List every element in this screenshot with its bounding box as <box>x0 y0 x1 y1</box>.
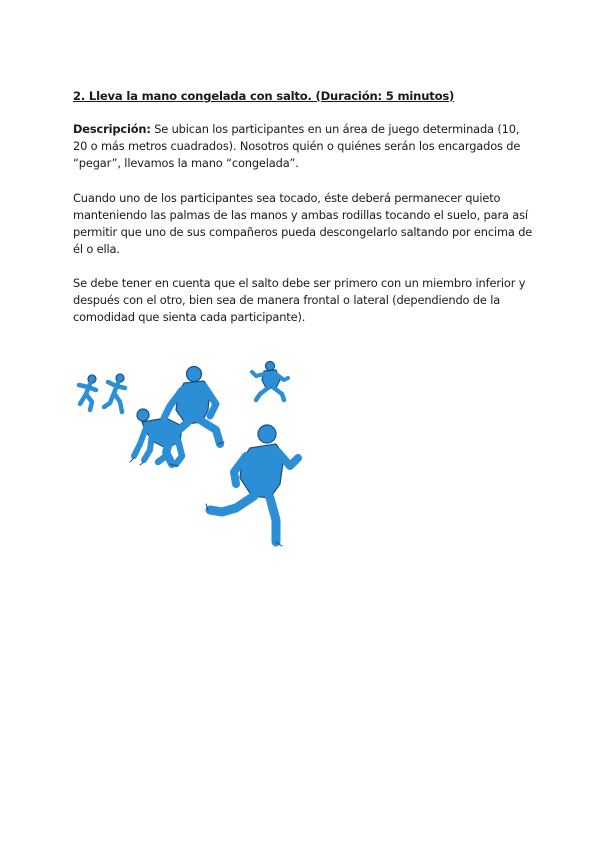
description-label: Descripción: <box>73 122 151 136</box>
frozen-rule-paragraph: Cuando uno de los participantes sea tocado, éste deberá permanecer quieto manteniendo las palmas de las manos y ambas rodillas tocando el suelo, para así permitir que uno de sus compañeros pueda descongelarlo saltando por encima de él o ella. <box>73 191 533 256</box>
description-text: Se ubican los participantes en un área de juego determinada (10, 20 o más metros cuadrados). Nosotros quién o quiénes serán los encargados de “pegar”, llevamos la mano “congelada”. <box>73 122 521 170</box>
activity-heading: 2. Lleva la mano congelada con salto. (Duración: 5 minutos) <box>73 89 455 103</box>
small-jumping-figure-icon <box>252 362 288 401</box>
leaping-child-figure-icon <box>164 367 224 467</box>
children-leapfrog-illustration <box>70 352 310 552</box>
small-running-figures-icon <box>79 374 125 412</box>
description-paragraph <box>73 121 533 172</box>
jump-rule-paragraph: Se debe tener en cuenta que el salto debe ser primero con un miembro inferior y después con el otro, bien sea de manera frontal o lateral (dependiendo de la comodidad que sienta cada participante). <box>73 276 526 324</box>
